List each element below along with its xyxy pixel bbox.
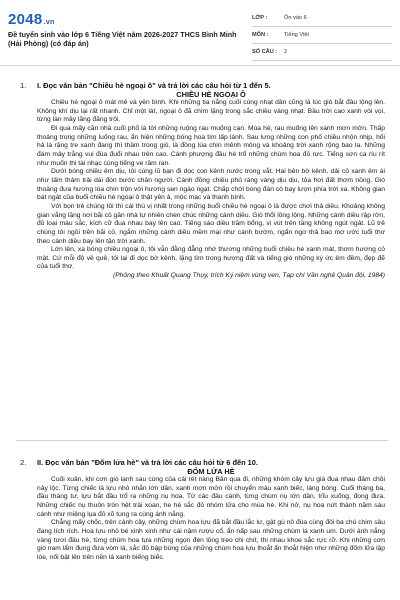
question-body xyxy=(37,81,385,281)
meta-label: MÔN : xyxy=(252,32,269,38)
passage-paragraph: Đi qua mấy căn nhà cuối phố là tới những ruộng rau muống cạn. Mùa hè, rau muống lên xanh mơn mởn. Thấp thoáng trong những luống rau, ẩn hiện những bóng hoa tím lấp lánh. Sau lưng những con phố chiều nhộn nhịp, hối hả là rặng tre xanh đang thì thầm trong gió, là đồng lúa chín mênh mông và khoảng trời xanh rộng bao la. Những đám mây trắng vui đùa đuổi nhau trên cao. Cánh phượng đầu hè trổ những chùm hoa đỏ rực. Tiếng sơn ca ríu rít như muốn thi tài nhạc cùng tiếng ve râm ran. xyxy=(37,124,385,167)
logo-suffix: .vn xyxy=(43,19,55,26)
passage-paragraph: Dưới bóng chiều êm dịu, tôi cùng lũ bạn đi dọc con kênh nước trong vắt. Hai bên bờ kênh, dải cỏ xanh êm ái như tấm thảm trải dài đón bước chân người. Cánh đồng chiều phủ ráng vàng dịu dịu, tỏa hơi đất thơm nồng. Gió thoảng đưa hương lúa chín trộn với hương sen ngào ngạt. Chấp chới bóng đàn cò bay lượn phía trời xa. Không gian bát ngát của buổi chiều hè ngoại ô thật yên ả, mộc mạc và thanh bình. xyxy=(37,168,385,202)
passage-title: ĐỐM LỬA HÈ xyxy=(187,467,235,476)
passage-citation: (Phỏng theo Khuất Quang Thụy, trích Ký niệm vùng ven, Tạp chí Văn nghệ Quân đội, 1984) xyxy=(112,272,385,280)
meta-value: 2 xyxy=(284,49,288,55)
meta-row-count xyxy=(252,44,392,61)
passage-paragraph: Chiều hè ngoại ô mát mẻ và yên bình. Khi những tia nắng cuối cùng nhạt dần cũng là lúc gió bắt đầu lộng lên. Không khí dịu lại rất nhanh. Chỉ một lát, ngoại ô đã chìm lặng trong sắc chiều vàng nhạt. Bầu trời cao xanh vòi vọi, từng làn mây lãng đãng trôi. xyxy=(37,99,385,124)
meta-value: Ôn vào 6 xyxy=(284,15,307,21)
question-number: 1. xyxy=(20,81,27,90)
meta-label: SỐ CÂU : xyxy=(252,49,278,55)
question-body xyxy=(37,458,385,563)
question-heading: I. Đọc văn bản "Chiều hè ngoại ô" và trả lời các câu hỏi từ 1 đến 5. xyxy=(37,81,271,90)
passage-paragraph: Với bọn trẻ chúng tôi thì cái thú vị nhất trong những buổi chiều hè ngoại ô là được chơi thả diều. Khoảng không gian vắng lặng nơi bãi cỏ gần nhà tự nhiên chen chúc những cánh diều. Gió thổi lồng lộng. Những cánh diều rập rờn, đủ loại màu sắc, kích cỡ đua nhau bay lên cao. Tiếng sáo diều trầm bổng, vi vút trên tầng không ngút ngát. Lũ trẻ chúng tôi ngồi trên bãi cỏ, ngắm những cánh diều mềm mại như cánh bướm, ngẩn ngơ thả bao mơ ước tuổi thơ theo cánh diều bay lên tận trời xanh. xyxy=(37,202,385,245)
meta-value: Tiếng Việt xyxy=(284,32,309,38)
passage-paragraph: Cuối xuân, khi cơn gió lạnh sau cùng của cái rét nàng Bân qua đi, những khóm cây lựu già đua nhau đâm chồi nảy lộc. Từng chiếc lá lựu nhỏ nhắn lớn dần, xanh mơn mởn rồi chuyển màu xanh biếc, láng bóng. Cuối tháng ba, đầu tháng tư, lựu bắt đầu trổ ra những nụ hoa. Từ các đầu cành, từng chùm nụ lớn dần, trĩu xuống, đong đưa. Những chiếc nụ thuôn tròn hệt trái xoan, he hé sắc đỏ nhóm lửa cho mùa hè. Khi nở, nụ hoa nứt thành năm sáu cánh như miệng lụa đỏ xõ tung ra cùng ánh nắng. xyxy=(37,476,385,518)
meta-label: LỚP : xyxy=(252,15,268,21)
passage-paragraph: Chẳng mấy chốc, trên cành cây, những chùm hoa lựu đã bắt đầu lắc lư, gật gù nô đùa cùng đôi ba chú chim sâu đang lích rích. Hoa lựu nhỏ bé xinh xinh như cái nậm rượu cổ, ẩn nấp sau những chùm lá xanh um. Dưới ánh nắng vàng tươi đầu hè, từng chùm hoa tựa những ngọn đèn lồng treo chi chít, thi nhau khoe sắc rực rỡ. Khi những cơn gió nam lẩm đung đưa vòm lá, sắc đỏ bập bùng của những chùm hoa lựu thoắt ẩn thoắt hiện như những đốm lửa lập lòe, nổi bật lên trên nền lá xanh biếng biếc. xyxy=(37,519,385,561)
site-logo[interactable] xyxy=(8,11,55,28)
logo-text: 2048 xyxy=(8,11,43,28)
meta-row-class xyxy=(252,10,392,27)
document-header xyxy=(0,0,400,66)
exam-meta xyxy=(252,10,392,61)
passage-title: CHIỀU HÈ NGOẠI Ô xyxy=(176,90,246,99)
meta-row-subject xyxy=(252,27,392,44)
question-divider xyxy=(16,440,388,441)
question-number: 2. xyxy=(20,458,27,467)
exam-title: Đề tuyển sinh vào lớp 6 Tiếng Việt năm 2026-2027 THCS Bình Minh (Hải Phòng) (có đáp án) xyxy=(8,30,237,48)
passage-paragraph: Lớn lên, xa bóng chiều ngoại ô, tôi vẫn đằng đẵng nhớ thương những buổi chiều hè xanh mát, thơm hương cỏ mật. Cứ mỗi độ về quê, tôi lại đi dọc bờ kênh, lặng tìm trong hương đất và tiếng gió những ký ức êm đềm, đẹp đẽ của tuổi thơ. xyxy=(37,246,385,271)
question-heading: II. Đọc văn bản "Đốm lửa hè" và trả lời các câu hỏi từ 6 đến 10. xyxy=(37,458,258,467)
